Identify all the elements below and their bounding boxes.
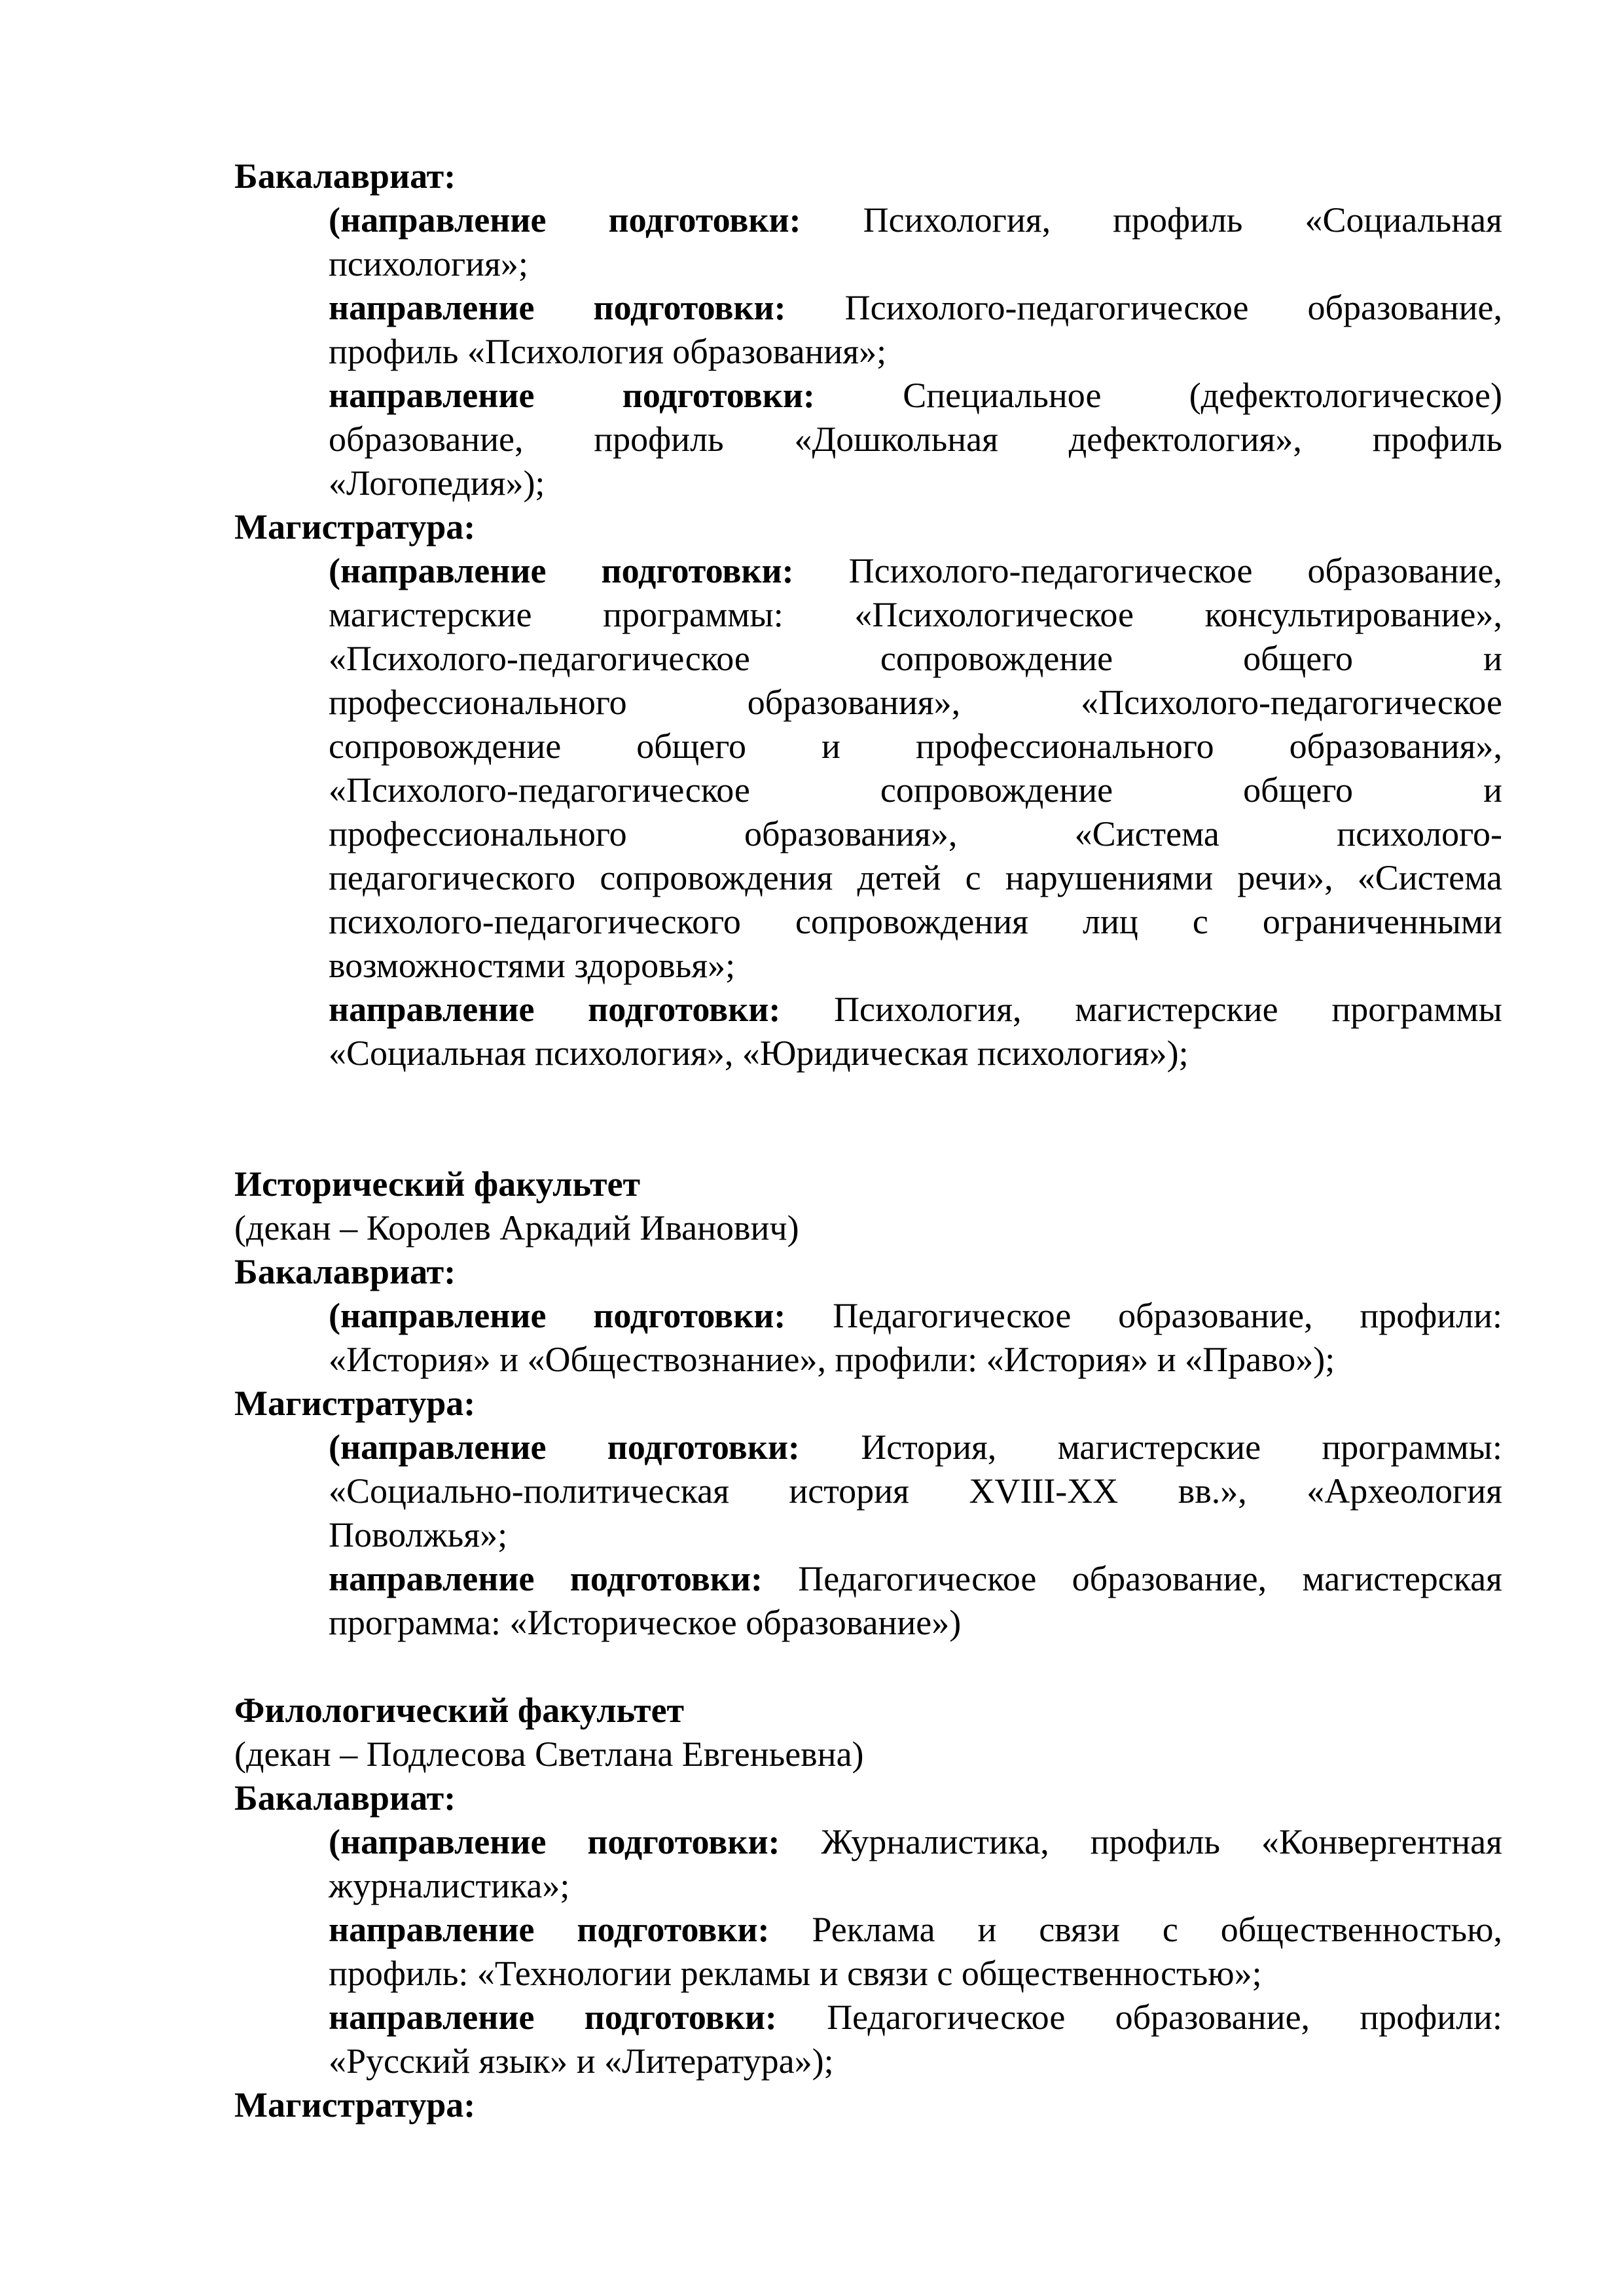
- philology-faculty-title: Филологический факультет: [234, 1691, 685, 1730]
- philology-bachelor-line-2: журналистика»;: [329, 1866, 570, 1905]
- psych-master-line-4: профессионального образования», «Психолого-педагогическое: [329, 683, 1502, 722]
- psych-master-line-2: магистерские программы: «Психологическое консультирование»,: [329, 595, 1502, 634]
- psych-master-line-6: «Психолого-педагогическое сопровождение общего и: [329, 770, 1502, 810]
- psych-bachelor-line-6: образование, профиль «Дошкольная дефектология», профиль: [329, 420, 1502, 459]
- history-master-line-5: программа: «Историческое образование»): [329, 1603, 962, 1642]
- psych-bachelor-heading: Бакалавриат:: [234, 156, 456, 196]
- philology-bachelor-line-1: (направление подготовки: Журналистика, профиль «Конвергентная: [329, 1822, 1502, 1861]
- psych-master-line-8: педагогического сопровождения детей с нарушениями речи», «Система: [329, 858, 1502, 897]
- psych-bachelor-line-1: (направление подготовки: Психология, профиль «Социальная: [329, 200, 1502, 240]
- history-faculty-title: Исторический факультет: [234, 1164, 640, 1204]
- psych-master-heading: Магистратура:: [234, 507, 476, 547]
- history-master-line-2: «Социально-политическая история XVIII-XX вв.», «Археология: [329, 1471, 1502, 1511]
- psych-master-line-1: (направление подготовки: Психолого-педагогическое образование,: [329, 551, 1502, 590]
- history-master-heading: Магистратура:: [234, 1384, 476, 1423]
- philology-bachelor-line-3: направление подготовки: Реклама и связи с общественностью,: [329, 1910, 1502, 1949]
- philology-bachelor-line-6: «Русский язык» и «Литература»);: [329, 2041, 834, 2081]
- psych-bachelor-line-3: направление подготовки: Психолого-педагогическое образование,: [329, 288, 1502, 327]
- psych-bachelor-line-4: профиль «Психология образования»;: [329, 332, 887, 371]
- philology-bachelor-line-4: профиль: «Технологии рекламы и связи с общественностью»;: [329, 1954, 1262, 1993]
- psych-master-line-9: психолого-педагогического сопровождения лиц с ограниченными: [329, 902, 1502, 941]
- philology-dean: (декан – Подлесова Светлана Евгеньевна): [234, 1734, 864, 1774]
- psych-master-line-3: «Психолого-педагогическое сопровождение общего и: [329, 639, 1502, 678]
- psych-bachelor-line-7: «Логопедия»);: [329, 463, 545, 503]
- psych-bachelor-line-2: психология»;: [329, 244, 528, 283]
- history-master-line-1: (направление подготовки: История, магистерские программы:: [329, 1427, 1502, 1467]
- psych-master-line-10: возможностями здоровья»;: [329, 946, 736, 985]
- history-master-line-4: направление подготовки: Педагогическое образование, магистерская: [329, 1559, 1502, 1598]
- history-bachelor-line-1: (направление подготовки: Педагогическое образование, профили:: [329, 1296, 1502, 1335]
- psych-master-line-5: сопровождение общего и профессионального образования»,: [329, 726, 1502, 766]
- philology-bachelor-line-5: направление подготовки: Педагогическое образование, профили:: [329, 1998, 1502, 2037]
- psych-master-line-12: «Социальная психология», «Юридическая психология»);: [329, 1033, 1189, 1073]
- history-bachelor-line-2: «История» и «Обществознание», профили: «История» и «Право»);: [329, 1340, 1335, 1379]
- psych-bachelor-line-5: направление подготовки: Специальное (дефектологическое): [329, 376, 1502, 415]
- history-bachelor-heading: Бакалавриат:: [234, 1252, 456, 1291]
- psych-master-line-7: профессионального образования», «Система психолого-: [329, 814, 1502, 853]
- psych-master-line-11: направление подготовки: Психология, магистерские программы: [329, 990, 1502, 1029]
- history-dean: (декан – Королев Аркадий Иванович): [234, 1208, 799, 1247]
- philology-bachelor-heading: Бакалавриат:: [234, 1778, 456, 1818]
- philology-master-heading: Магистратура:: [234, 2085, 476, 2125]
- history-master-line-3: Поволжья»;: [329, 1515, 508, 1554]
